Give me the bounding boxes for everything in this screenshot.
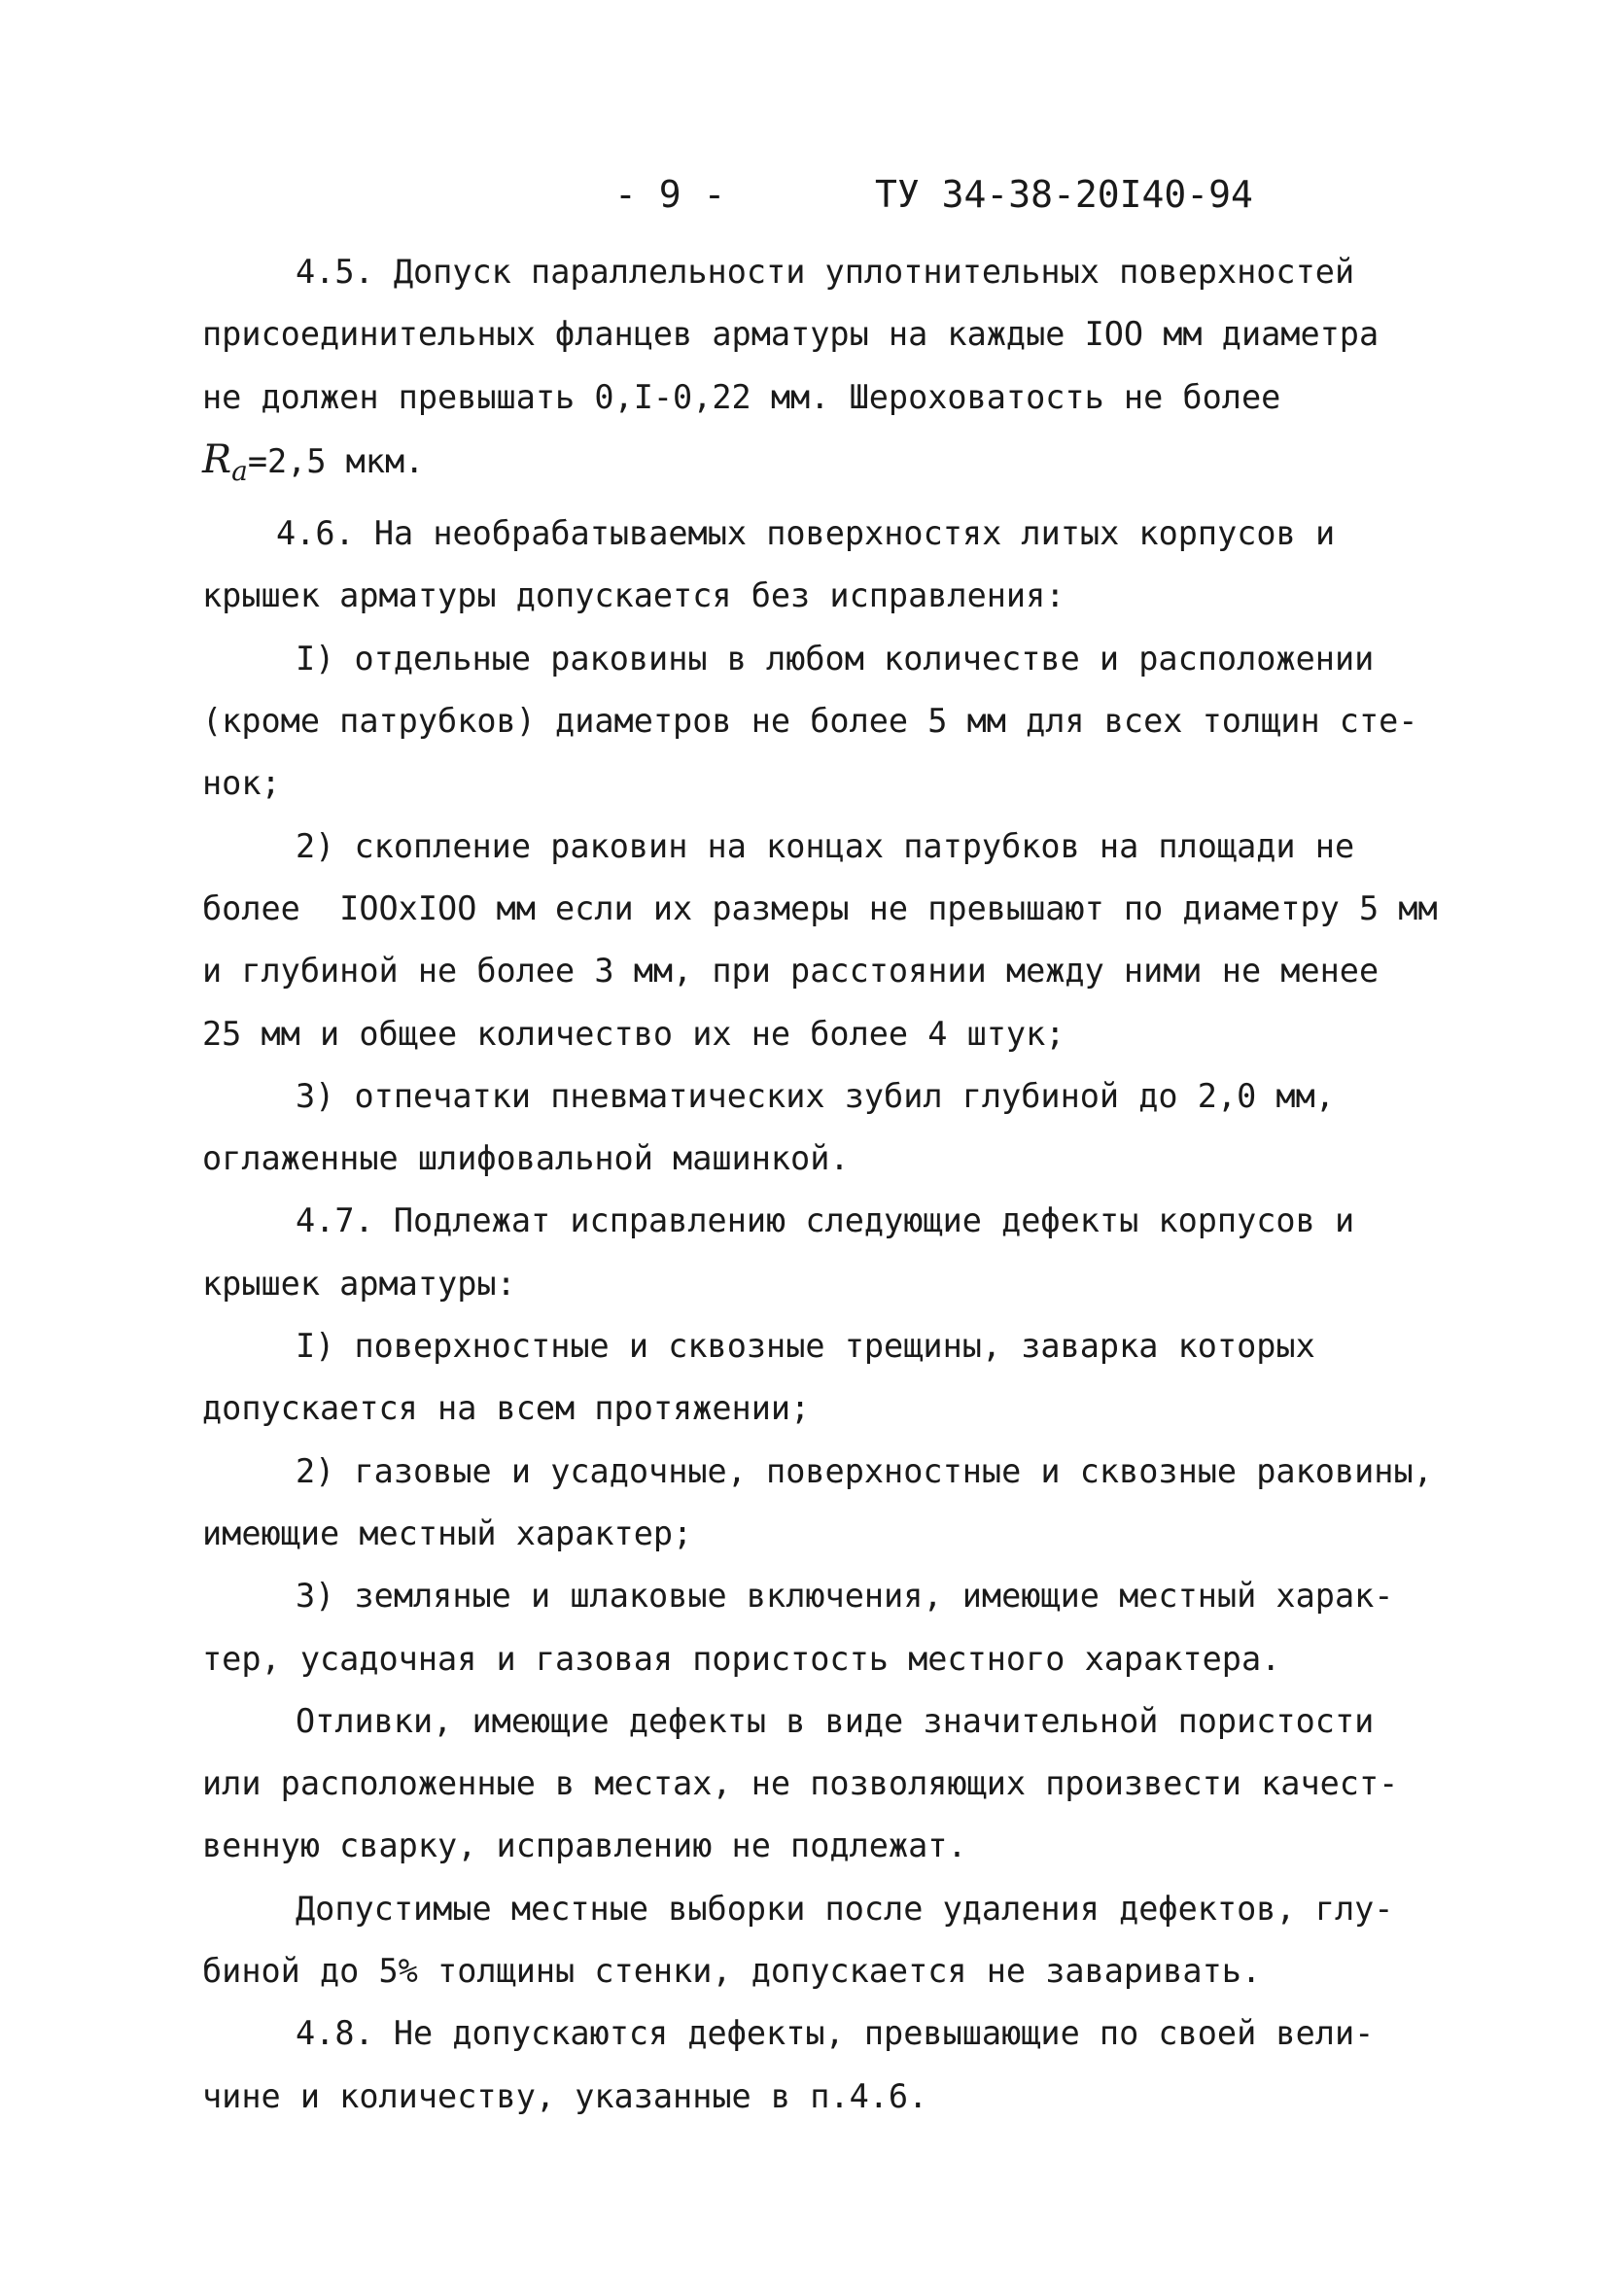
text-line: биной до 5% толщины стенки, допускается не заваривать. bbox=[202, 1952, 1262, 1991]
text-line: Отливки, имеющие дефекты в виде значительной пористости bbox=[296, 1701, 1375, 1740]
text-line: или расположенные в местах, не позволяющих произвести качест- bbox=[202, 1764, 1399, 1803]
text-line: имеющие местный характер; bbox=[202, 1513, 693, 1552]
text-line: 4.6. На необрабатываемых поверхностях литых корпусов и bbox=[276, 514, 1336, 553]
text-line: 2) газовые и усадочные, поверхностные и сквозные раковины, bbox=[296, 1451, 1433, 1490]
text-line: чине и количеству, указанные в п.4.6. bbox=[202, 2076, 928, 2115]
text-line: и глубиной не более 3 мм, при расстоянии между ними не менее bbox=[202, 952, 1380, 991]
text-line: I) отдельные раковины в любом количестве и расположении bbox=[296, 639, 1375, 678]
text-line: более IOOxIOO мм если их размеры не превышают по диаметру 5 мм bbox=[202, 888, 1438, 927]
text-line: I) поверхностные и сквозные трещины, заварка которых bbox=[296, 1327, 1315, 1366]
page-header bbox=[0, 173, 1607, 231]
text-line: присоединительных фланцев арматуры на каждые IOO мм диаметра bbox=[202, 315, 1380, 354]
text-line: 3) земляные и шлаковые включения, имеющие местный харак- bbox=[296, 1577, 1394, 1616]
roughness-symbol: $R_a$ bbox=[202, 436, 248, 487]
paragraph-castings bbox=[202, 1690, 1427, 1878]
text-line: 3) отпечатки пневматических зубил глубиной до 2,0 мм, bbox=[296, 1076, 1335, 1115]
text-line: венную сварку, исправлению не подлежат. bbox=[202, 1826, 967, 1865]
paragraph-4-5 bbox=[202, 241, 1427, 503]
text-line: допускается на всем протяжении; bbox=[202, 1389, 811, 1428]
list-item-4-7-2 bbox=[202, 1441, 1433, 1566]
text-line: (кроме патрубков) диаметров не более 5 мм для всех толщин сте- bbox=[202, 702, 1418, 741]
text-line: 25 мм и общее количество их не более 4 штук; bbox=[202, 1014, 1066, 1053]
text-line: Допустимые местные выборки после удаления дефектов, глу- bbox=[296, 1889, 1394, 1928]
paragraph-samples bbox=[202, 1878, 1427, 2003]
paragraph-4-8 bbox=[202, 2002, 1427, 2128]
text-line: 4.8. Не допускаются дефекты, превышающие по своей вели- bbox=[296, 2014, 1375, 2053]
text-line: нок; bbox=[202, 764, 281, 803]
paragraph-4-6 bbox=[202, 503, 1427, 628]
roughness-line bbox=[202, 429, 1427, 503]
text-line: крышек арматуры: bbox=[202, 1264, 516, 1303]
list-item-4-6-2 bbox=[202, 816, 1438, 1065]
text-line: 4.7. Подлежат исправлению следующие дефекты корпусов и bbox=[296, 1201, 1355, 1240]
list-item-4-6-1 bbox=[202, 628, 1427, 816]
text-line: 2) скопление раковин на концах патрубков на площади не bbox=[296, 826, 1355, 865]
document-code: ТУ 34-38-20I40-94 bbox=[875, 173, 1253, 216]
document-body bbox=[202, 241, 1438, 2128]
text-line: тер, усадочная и газовая пористость местного характера. bbox=[202, 1639, 1281, 1678]
text-line: оглаженные шлифовальной машинкой. bbox=[202, 1139, 850, 1178]
list-item-4-7-3 bbox=[202, 1565, 1427, 1690]
text-line: крышек арматуры допускается без исправления: bbox=[202, 576, 1066, 615]
page-number: - 9 - bbox=[614, 173, 726, 216]
text-line: 4.5. Допуск параллельности уплотнительных поверхностей bbox=[296, 253, 1355, 291]
list-item-4-7-1 bbox=[202, 1315, 1427, 1441]
roughness-value: =2,5 мкм. bbox=[247, 441, 425, 480]
paragraph-4-7 bbox=[202, 1190, 1427, 1315]
list-item-4-6-3 bbox=[202, 1065, 1427, 1191]
text-line: не должен превышать 0,I-0,22 мм. Шероховатость не более bbox=[202, 377, 1281, 416]
